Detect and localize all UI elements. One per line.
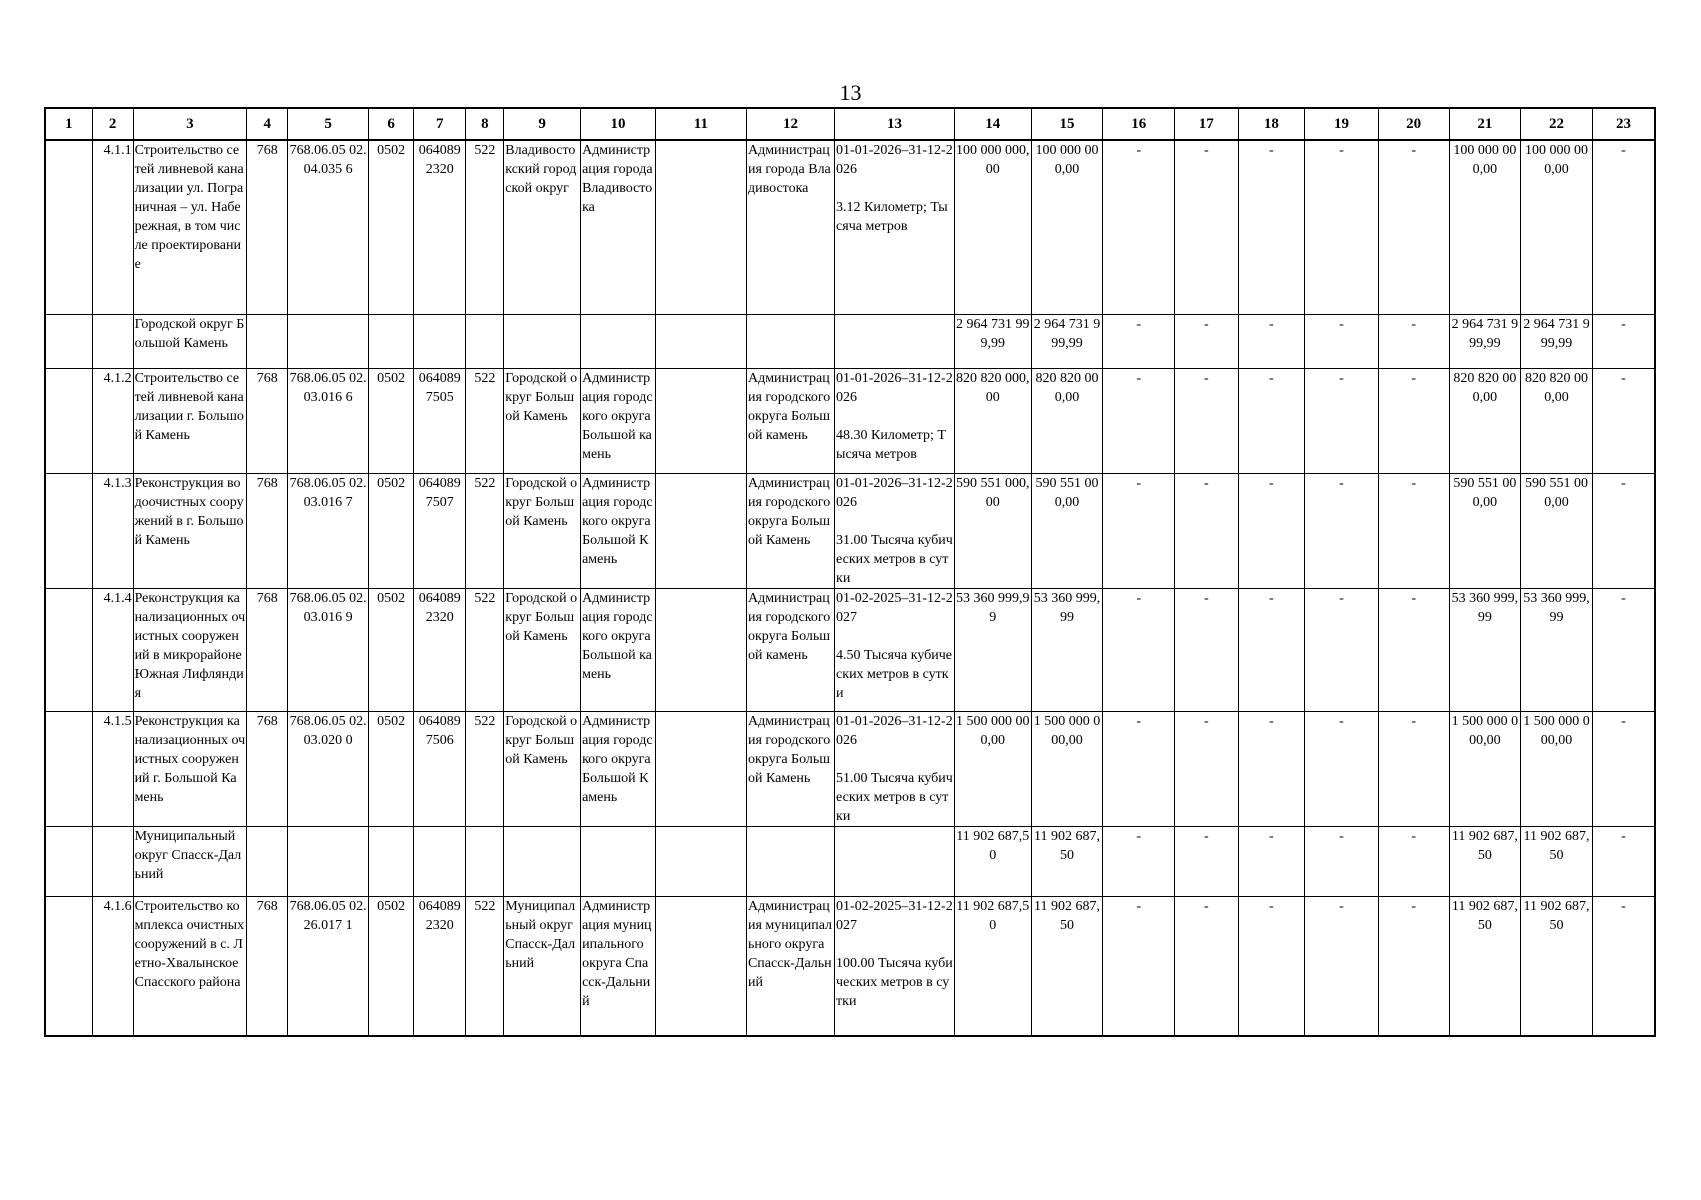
- cell-col-18: -: [1238, 711, 1305, 826]
- capacity-measure: 31.00 Тысяча кубических метров в сутки: [836, 532, 953, 586]
- cell-col-18: -: [1238, 826, 1305, 896]
- cell-col-13: [835, 711, 955, 826]
- table-row: [45, 140, 1655, 314]
- cell-col-15: 11 902 687,50: [1031, 896, 1103, 1036]
- cell-col-1: [45, 473, 92, 588]
- cell-col-12: Администрация городского округа Большой Камень: [746, 711, 834, 826]
- cell-col-17: -: [1175, 896, 1238, 1036]
- cell-col-1: [45, 896, 92, 1036]
- cell-col-3: Реконструкция канализационных очистных сооружений г. Большой Камень: [133, 711, 247, 826]
- cell-col-4: 768: [247, 896, 288, 1036]
- cell-col-5: 768.06.05 02.26.017 1: [288, 896, 369, 1036]
- cell-col-17: -: [1175, 473, 1238, 588]
- cell-col-14: 11 902 687,50: [954, 896, 1031, 1036]
- cell-col-3: Строительство сетей ливневой канализации г. Большой Камень: [133, 368, 247, 473]
- cell-col-18: -: [1238, 473, 1305, 588]
- cell-col-21: 11 902 687,50: [1449, 826, 1521, 896]
- cell-col-16: -: [1103, 826, 1175, 896]
- cell-col-1: [45, 368, 92, 473]
- cell-col-15: 100 000 000,00: [1031, 140, 1103, 314]
- capacity-measure: 48.30 Километр; Тысяча метров: [836, 427, 946, 462]
- cell-col-7: 064089 7507: [414, 473, 466, 588]
- cell-col-21: 820 820 000,00: [1449, 368, 1521, 473]
- column-header-5: 5: [288, 108, 369, 140]
- cell-col-23: -: [1592, 896, 1655, 1036]
- cell-col-13: [835, 140, 955, 314]
- cell-col-3: Муниципальный округ Спасск-Дальний: [133, 826, 247, 896]
- date-range: 01-01-2026–31-12-2026: [836, 713, 953, 748]
- cell-col-3: Строительство комплекса очистных сооружений в с. Летно-Хвалынское Спасского района: [133, 896, 247, 1036]
- cell-col-15: 11 902 687,50: [1031, 826, 1103, 896]
- cell-col-7: 064089 7506: [414, 711, 466, 826]
- cell-col-16: -: [1103, 368, 1175, 473]
- cell-col-16: -: [1103, 140, 1175, 314]
- date-range: 01-02-2025–31-12-2027: [836, 898, 953, 933]
- cell-col-23: -: [1592, 473, 1655, 588]
- cell-col-6: 0502: [369, 588, 414, 711]
- header-row: [45, 108, 1655, 140]
- cell-col-8: 522: [466, 588, 504, 711]
- cell-col-10: [581, 826, 656, 896]
- column-header-21: 21: [1449, 108, 1521, 140]
- cell-col-22: 11 902 687,50: [1521, 896, 1593, 1036]
- cell-col-8: 522: [466, 473, 504, 588]
- column-header-17: 17: [1175, 108, 1238, 140]
- column-header-20: 20: [1378, 108, 1449, 140]
- cell-col-2: 4.1.6: [92, 896, 133, 1036]
- cell-col-11: [655, 473, 746, 588]
- cell-col-3: Городской округ Большой Камень: [133, 314, 247, 368]
- cell-col-6: 0502: [369, 473, 414, 588]
- date-range: 01-02-2025–31-12-2027: [836, 590, 953, 625]
- group-row: [45, 826, 1655, 896]
- cell-col-6: 0502: [369, 896, 414, 1036]
- cell-col-13: [835, 368, 955, 473]
- cell-col-21: 1 500 000 000,00: [1449, 711, 1521, 826]
- group-row: [45, 314, 1655, 368]
- cell-col-20: -: [1378, 826, 1449, 896]
- column-header-2: 2: [92, 108, 133, 140]
- cell-col-2: 4.1.4: [92, 588, 133, 711]
- capacity-measure: 51.00 Тысяча кубических метров в сутки: [836, 770, 953, 824]
- cell-col-9: Владивостокский городской округ: [504, 140, 581, 314]
- cell-col-15: 820 820 000,00: [1031, 368, 1103, 473]
- cell-col-22: 53 360 999,99: [1521, 588, 1593, 711]
- cell-col-20: -: [1378, 588, 1449, 711]
- cell-col-3: Строительство сетей ливневой канализации ул. Пограничная – ул. Набережная, в том числе проектирование: [133, 140, 247, 314]
- cell-col-22: 590 551 000,00: [1521, 473, 1593, 588]
- cell-col-18: -: [1238, 140, 1305, 314]
- cell-col-19: -: [1305, 826, 1379, 896]
- cell-col-4: [247, 826, 288, 896]
- cell-col-2: 4.1.5: [92, 711, 133, 826]
- cell-col-12: [746, 826, 834, 896]
- table-header: [45, 108, 1655, 140]
- cell-col-18: -: [1238, 314, 1305, 368]
- cell-col-7: [414, 314, 466, 368]
- cell-col-5: 768.06.05 02.03.016 7: [288, 473, 369, 588]
- cell-col-17: -: [1175, 314, 1238, 368]
- cell-col-7: 064089 2320: [414, 140, 466, 314]
- capacity-measure: 4.50 Тысяча кубических метров в сутки: [836, 647, 953, 701]
- column-header-15: 15: [1031, 108, 1103, 140]
- cell-col-19: -: [1305, 896, 1379, 1036]
- cell-col-21: 53 360 999,99: [1449, 588, 1521, 711]
- cell-col-20: -: [1378, 368, 1449, 473]
- cell-col-21: 2 964 731 999,99: [1449, 314, 1521, 368]
- cell-col-1: [45, 826, 92, 896]
- cell-col-15: 1 500 000 000,00: [1031, 711, 1103, 826]
- table-row: [45, 588, 1655, 711]
- cell-col-7: [414, 826, 466, 896]
- cell-col-4: 768: [247, 140, 288, 314]
- cell-col-6: 0502: [369, 140, 414, 314]
- column-header-4: 4: [247, 108, 288, 140]
- cell-col-2: 4.1.2: [92, 368, 133, 473]
- cell-col-14: 11 902 687,50: [954, 826, 1031, 896]
- cell-col-22: 2 964 731 999,99: [1521, 314, 1593, 368]
- cell-col-9: [504, 314, 581, 368]
- cell-col-4: [247, 314, 288, 368]
- cell-col-1: [45, 711, 92, 826]
- cell-col-3: Реконструкция водоочистных сооружений в г. Большой Камень: [133, 473, 247, 588]
- cell-col-5: 768.06.05 02.03.020 0: [288, 711, 369, 826]
- cell-col-8: [466, 826, 504, 896]
- cell-col-4: 768: [247, 588, 288, 711]
- cell-col-19: -: [1305, 588, 1379, 711]
- cell-col-9: Муниципальный округ Спасск-Дальний: [504, 896, 581, 1036]
- column-header-8: 8: [466, 108, 504, 140]
- cell-col-6: [369, 314, 414, 368]
- cell-col-7: 064089 2320: [414, 588, 466, 711]
- cell-col-16: -: [1103, 473, 1175, 588]
- cell-col-6: 0502: [369, 711, 414, 826]
- cell-col-20: -: [1378, 711, 1449, 826]
- cell-col-15: 2 964 731 999,99: [1031, 314, 1103, 368]
- capacity-measure: 3.12 Километр; Тысяча метров: [836, 200, 948, 234]
- cell-col-9: Городской округ Большой Камень: [504, 711, 581, 826]
- cell-col-11: [655, 896, 746, 1036]
- cell-col-22: 1 500 000 000,00: [1521, 711, 1593, 826]
- cell-col-21: 11 902 687,50: [1449, 896, 1521, 1036]
- cell-col-5: 768.06.05 02.04.035 6: [288, 140, 369, 314]
- cell-col-10: Администрация городского округа Большой Камень: [581, 711, 656, 826]
- cell-col-10: Администрация городского округа Большой камень: [581, 368, 656, 473]
- date-range: 01-01-2026–31-12-2026: [836, 475, 953, 510]
- cell-col-23: -: [1592, 588, 1655, 711]
- cell-col-2: 4.1.3: [92, 473, 133, 588]
- table-row: [45, 896, 1655, 1036]
- cell-col-16: -: [1103, 588, 1175, 711]
- cell-col-13: [835, 588, 955, 711]
- cell-col-13: [835, 473, 955, 588]
- cell-col-14: 2 964 731 999,99: [954, 314, 1031, 368]
- cell-col-23: -: [1592, 314, 1655, 368]
- column-header-3: 3: [133, 108, 247, 140]
- cell-col-5: [288, 826, 369, 896]
- cell-col-13: [835, 896, 955, 1036]
- cell-col-14: 100 000 000,00: [954, 140, 1031, 314]
- cell-col-13: [835, 314, 955, 368]
- cell-col-6: 0502: [369, 368, 414, 473]
- cell-col-10: Администрация городского округа Большой Камень: [581, 473, 656, 588]
- cell-col-15: 53 360 999,99: [1031, 588, 1103, 711]
- table-row: [45, 711, 1655, 826]
- cell-col-22: 100 000 000,00: [1521, 140, 1593, 314]
- page-number: 13: [839, 80, 862, 105]
- cell-col-8: 522: [466, 711, 504, 826]
- cell-col-20: -: [1378, 896, 1449, 1036]
- cell-col-19: -: [1305, 368, 1379, 473]
- cell-col-12: Администрация городского округа Большой Камень: [746, 473, 834, 588]
- cell-col-11: [655, 711, 746, 826]
- column-header-16: 16: [1103, 108, 1175, 140]
- cell-col-11: [655, 314, 746, 368]
- table-row: [45, 473, 1655, 588]
- budget-table: [44, 107, 1656, 1037]
- column-header-14: 14: [954, 108, 1031, 140]
- cell-col-5: 768.06.05 02.03.016 6: [288, 368, 369, 473]
- cell-col-4: 768: [247, 711, 288, 826]
- cell-col-23: -: [1592, 711, 1655, 826]
- cell-col-17: -: [1175, 711, 1238, 826]
- cell-col-8: 522: [466, 896, 504, 1036]
- cell-col-10: Администрация муниципального округа Спасск-Дальний: [581, 896, 656, 1036]
- cell-col-17: -: [1175, 588, 1238, 711]
- cell-col-19: -: [1305, 473, 1379, 588]
- cell-col-16: -: [1103, 314, 1175, 368]
- cell-col-4: 768: [247, 368, 288, 473]
- cell-col-8: 522: [466, 368, 504, 473]
- cell-col-5: [288, 314, 369, 368]
- cell-col-7: 064089 7505: [414, 368, 466, 473]
- cell-col-18: -: [1238, 588, 1305, 711]
- column-header-7: 7: [414, 108, 466, 140]
- cell-col-10: Администрация городского округа Большой камень: [581, 588, 656, 711]
- cell-col-21: 590 551 000,00: [1449, 473, 1521, 588]
- cell-col-23: -: [1592, 140, 1655, 314]
- date-range: 01-01-2026–31-12-2026: [836, 370, 953, 405]
- cell-col-3: Реконструкция канализационных очистных сооружений в микрорайоне Южная Лифляндия: [133, 588, 247, 711]
- cell-col-14: 590 551 000,00: [954, 473, 1031, 588]
- column-header-1: 1: [45, 108, 92, 140]
- cell-col-11: [655, 826, 746, 896]
- cell-col-11: [655, 368, 746, 473]
- capacity-measure: 100.00 Тысяча кубических метров в сутки: [836, 955, 953, 1009]
- column-header-12: 12: [746, 108, 834, 140]
- cell-col-12: Администрация муниципального округа Спасск-Дальний: [746, 896, 834, 1036]
- date-range: 01-01-2026–31-12-2026: [836, 143, 953, 177]
- cell-col-23: -: [1592, 826, 1655, 896]
- cell-col-7: 064089 2320: [414, 896, 466, 1036]
- cell-col-18: -: [1238, 368, 1305, 473]
- cell-col-12: Администрация городского округа Большой камень: [746, 368, 834, 473]
- cell-col-9: Городской округ Большой Камень: [504, 368, 581, 473]
- cell-col-9: Городской округ Большой Камень: [504, 588, 581, 711]
- cell-col-17: -: [1175, 140, 1238, 314]
- cell-col-10: Администрация города Владивостока: [581, 140, 656, 314]
- column-header-18: 18: [1238, 108, 1305, 140]
- column-header-9: 9: [504, 108, 581, 140]
- cell-col-5: 768.06.05 02.03.016 9: [288, 588, 369, 711]
- cell-col-12: Администрация городского округа Большой камень: [746, 588, 834, 711]
- table-body: [45, 140, 1655, 1036]
- table-row: [45, 368, 1655, 473]
- cell-col-11: [655, 588, 746, 711]
- column-header-22: 22: [1521, 108, 1593, 140]
- cell-col-12: Администрация города Владивостока: [746, 140, 834, 314]
- column-header-19: 19: [1305, 108, 1379, 140]
- cell-col-20: -: [1378, 314, 1449, 368]
- column-header-13: 13: [835, 108, 955, 140]
- cell-col-19: -: [1305, 711, 1379, 826]
- cell-col-22: 820 820 000,00: [1521, 368, 1593, 473]
- cell-col-10: [581, 314, 656, 368]
- cell-col-22: 11 902 687,50: [1521, 826, 1593, 896]
- cell-col-6: [369, 826, 414, 896]
- cell-col-17: -: [1175, 826, 1238, 896]
- cell-col-1: [45, 588, 92, 711]
- cell-col-13: [835, 826, 955, 896]
- column-header-23: 23: [1592, 108, 1655, 140]
- cell-col-14: 53 360 999,99: [954, 588, 1031, 711]
- cell-col-8: [466, 314, 504, 368]
- cell-col-21: 100 000 000,00: [1449, 140, 1521, 314]
- cell-col-16: -: [1103, 711, 1175, 826]
- cell-col-19: -: [1305, 140, 1379, 314]
- cell-col-20: -: [1378, 140, 1449, 314]
- cell-col-9: Городской округ Большой Камень: [504, 473, 581, 588]
- column-header-11: 11: [655, 108, 746, 140]
- cell-col-18: -: [1238, 896, 1305, 1036]
- cell-col-17: -: [1175, 368, 1238, 473]
- cell-col-2: [92, 314, 133, 368]
- cell-col-14: 1 500 000 000,00: [954, 711, 1031, 826]
- column-header-10: 10: [581, 108, 656, 140]
- cell-col-14: 820 820 000,00: [954, 368, 1031, 473]
- cell-col-16: -: [1103, 896, 1175, 1036]
- cell-col-23: -: [1592, 368, 1655, 473]
- cell-col-15: 590 551 000,00: [1031, 473, 1103, 588]
- cell-col-1: [45, 140, 92, 314]
- column-header-6: 6: [369, 108, 414, 140]
- cell-col-8: 522: [466, 140, 504, 314]
- cell-col-20: -: [1378, 473, 1449, 588]
- cell-col-2: 4.1.1: [92, 140, 133, 314]
- cell-col-12: [746, 314, 834, 368]
- cell-col-1: [45, 314, 92, 368]
- cell-col-2: [92, 826, 133, 896]
- cell-col-11: [655, 140, 746, 314]
- cell-col-4: 768: [247, 473, 288, 588]
- cell-col-9: [504, 826, 581, 896]
- cell-col-19: -: [1305, 314, 1379, 368]
